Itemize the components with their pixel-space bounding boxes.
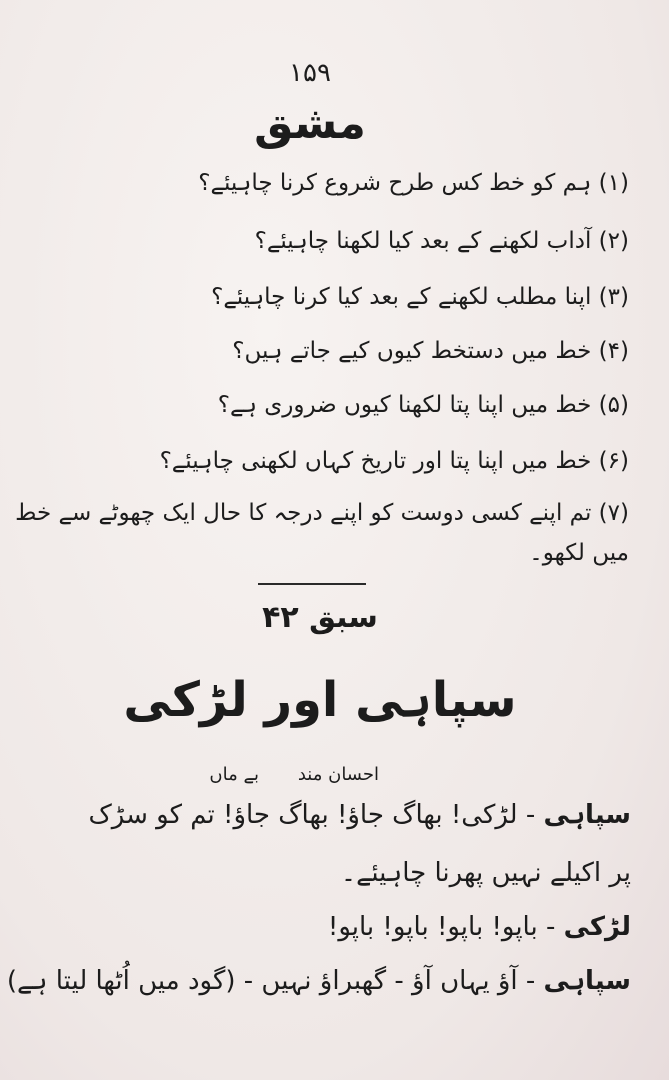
dialogue-text: - آؤ یہاں آؤ - گھبراؤ نہیں - (گود میں اُٹھا لیتا ہے) bbox=[6, 966, 544, 996]
exercise-heading: مشق bbox=[254, 98, 366, 149]
speaker-name: سپاہی bbox=[543, 800, 631, 830]
vocabulary-word: احسان مند bbox=[297, 764, 379, 785]
question-1: (۱) ہم کو خط کس طرح شروع کرنا چاہیئے؟ bbox=[198, 170, 629, 196]
dialogue-line bbox=[341, 858, 631, 888]
question-5: (۵) خط میں اپنا پتا لکھنا کیوں ضروری ہے؟ bbox=[217, 392, 629, 418]
section-divider bbox=[258, 583, 366, 585]
question-4: (۴) خط میں دستخط کیوں کیے جاتے ہیں؟ bbox=[232, 338, 629, 364]
lesson-title: سپاہی اور لڑکی bbox=[123, 672, 517, 728]
dialogue-text: - باپو! باپو! باپو! باپو! bbox=[327, 912, 564, 942]
dialogue-line bbox=[88, 800, 631, 830]
question-6: (۶) خط میں اپنا پتا اور تاریخ کہاں لکھنی چاہیئے؟ bbox=[159, 448, 629, 474]
vocabulary-word: بے ماں bbox=[209, 764, 259, 785]
speaker-name: لڑکی bbox=[563, 912, 631, 942]
dialogue-text: - لڑکی! بھاگ جاؤ! بھاگ جاؤ! تم کو سڑک bbox=[88, 800, 544, 830]
page-number: ۱۵۹ bbox=[289, 58, 331, 88]
dialogue-line bbox=[7, 966, 631, 996]
lesson-label: سبق ۴۲ bbox=[262, 600, 378, 635]
dialogue-line bbox=[328, 912, 631, 942]
question-7: (۷) تم اپنے کسی دوست کو اپنے درجہ کا حال ایک چھوٹے سے خط bbox=[15, 500, 629, 526]
dialogue-text: پر اکیلے نہیں پھرنا چاہیئے۔ bbox=[340, 858, 631, 888]
question-7-continued: میں لکھو۔ bbox=[529, 540, 629, 566]
speaker-name: سپاہی bbox=[543, 966, 631, 996]
question-2: (۲) آداب لکھنے کے بعد کیا لکھنا چاہیئے؟ bbox=[254, 228, 629, 254]
question-3: (۳) اپنا مطلب لکھنے کے بعد کیا کرنا چاہیئے؟ bbox=[211, 284, 629, 310]
